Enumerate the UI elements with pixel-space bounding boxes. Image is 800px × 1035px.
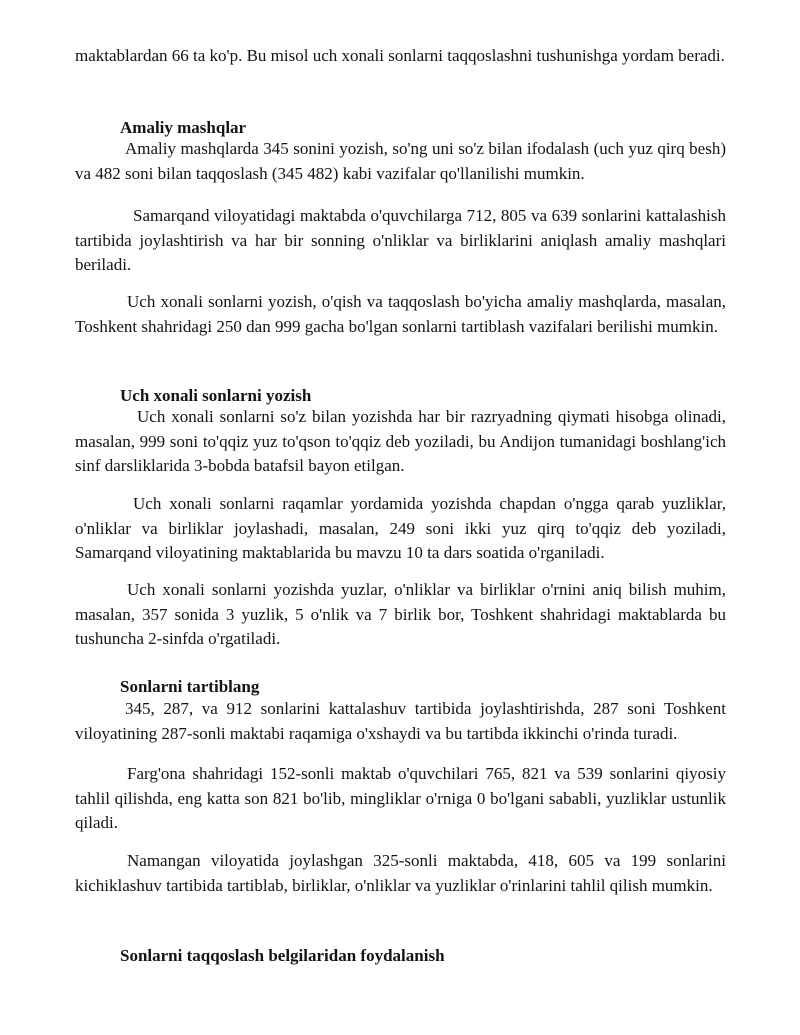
paragraph-tartib-2: Farg'ona shahridagi 152-sonli maktab o'quvchilari 765, 821 va 539 sonlarini qiyosiy tahlil qilishda, eng katta son 821 bo'lib, mingliklar o'rniga 0 bo'lgani sababli, yuzliklar ustunlik qiladi. — [75, 764, 726, 832]
paragraph-yozish-2: Uch xonali sonlarni raqamlar yordamida yozishda chapdan o'ngga qarab yuzliklar, o'nliklar va birliklar joylashadi, masalan, 249 soni ikki yuz qirq to'qqiz deb yoziladi, Samarqand viloyatining maktablarida bu mavzu 10 ta dars soatida o'rganiladi. — [75, 494, 726, 562]
paragraph-amaliy-3: Uch xonali sonlarni yozish, o'qish va taqqoslash bo'yicha amaliy mashqlarda, masalan, Toshkent shahridagi 250 dan 999 gacha bo'lgan sonlarni tartiblash vazifalari berilishi mumkin. — [75, 292, 726, 336]
heading-amaliy-mashqlar: Amaliy mashqlar — [120, 118, 247, 137]
heading-taqqoslash-belgilari: Sonlarni taqqoslash belgilaridan foydalanish — [120, 946, 445, 965]
paragraph-yozish-3: Uch xonali sonlarni yozishda yuzlar, o'nliklar va birliklar o'rnini aniq bilish muhim, masalan, 357 sonida 3 yuzlik, 5 o'nlik va 7 birlik bor, Toshkent shahridagi maktablarda bu tushuncha 2-sinfda o'rgatiladi. — [75, 580, 726, 648]
heading-sonlarni-tartiblang: Sonlarni tartiblang — [120, 677, 260, 696]
paragraph-amaliy-1: Amaliy mashqlarda 345 sonini yozish, so'ng uni so'z bilan ifodalash (uch yuz qirq besh) va 482 soni bilan taqqoslash (345 482) kabi vazifalar qo'llanilishi mumkin. — [75, 139, 726, 183]
paragraph-amaliy-2: Samarqand viloyatidagi maktabda o'quvchilarga 712, 805 va 639 sonlarini kattalashish tartibida joylashtirish va har bir sonning o'nliklar va birliklarini aniqlash amaliy mashqlari beriladi. — [75, 206, 726, 274]
paragraph-intro-continuation: maktablardan 66 ta ko'p. Bu misol uch xonali sonlarni taqqoslashni tushunishga yordam beradi. — [75, 46, 725, 65]
paragraph-tartib-1: 345, 287, va 912 sonlarini kattalashuv tartibida joylashtirishda, 287 soni Toshkent viloyatining 287-sonli maktabi raqamiga o'xshaydi va bu tartibda ikkinchi o'rinda turadi. — [75, 699, 726, 743]
paragraph-tartib-3: Namangan viloyatida joylashgan 325-sonli maktabda, 418, 605 va 199 sonlarini kichiklashuv tartibida tartiblab, birliklar, o'nliklar va yuzliklar o'rinlarini tahlil qilish mumkin. — [75, 851, 726, 895]
heading-uch-xonali-yozish: Uch xonali sonlarni yozish — [120, 386, 312, 405]
paragraph-yozish-1: Uch xonali sonlarni so'z bilan yozishda har bir razryadning qiymati hisobga olinadi, masalan, 999 soni to'qqiz yuz to'qson to'qqiz deb yoziladi, bu Andijon tumanidagi boshlang'ich sinf darsliklarida 3-bobda batafsil bayon etilgan. — [75, 407, 726, 475]
